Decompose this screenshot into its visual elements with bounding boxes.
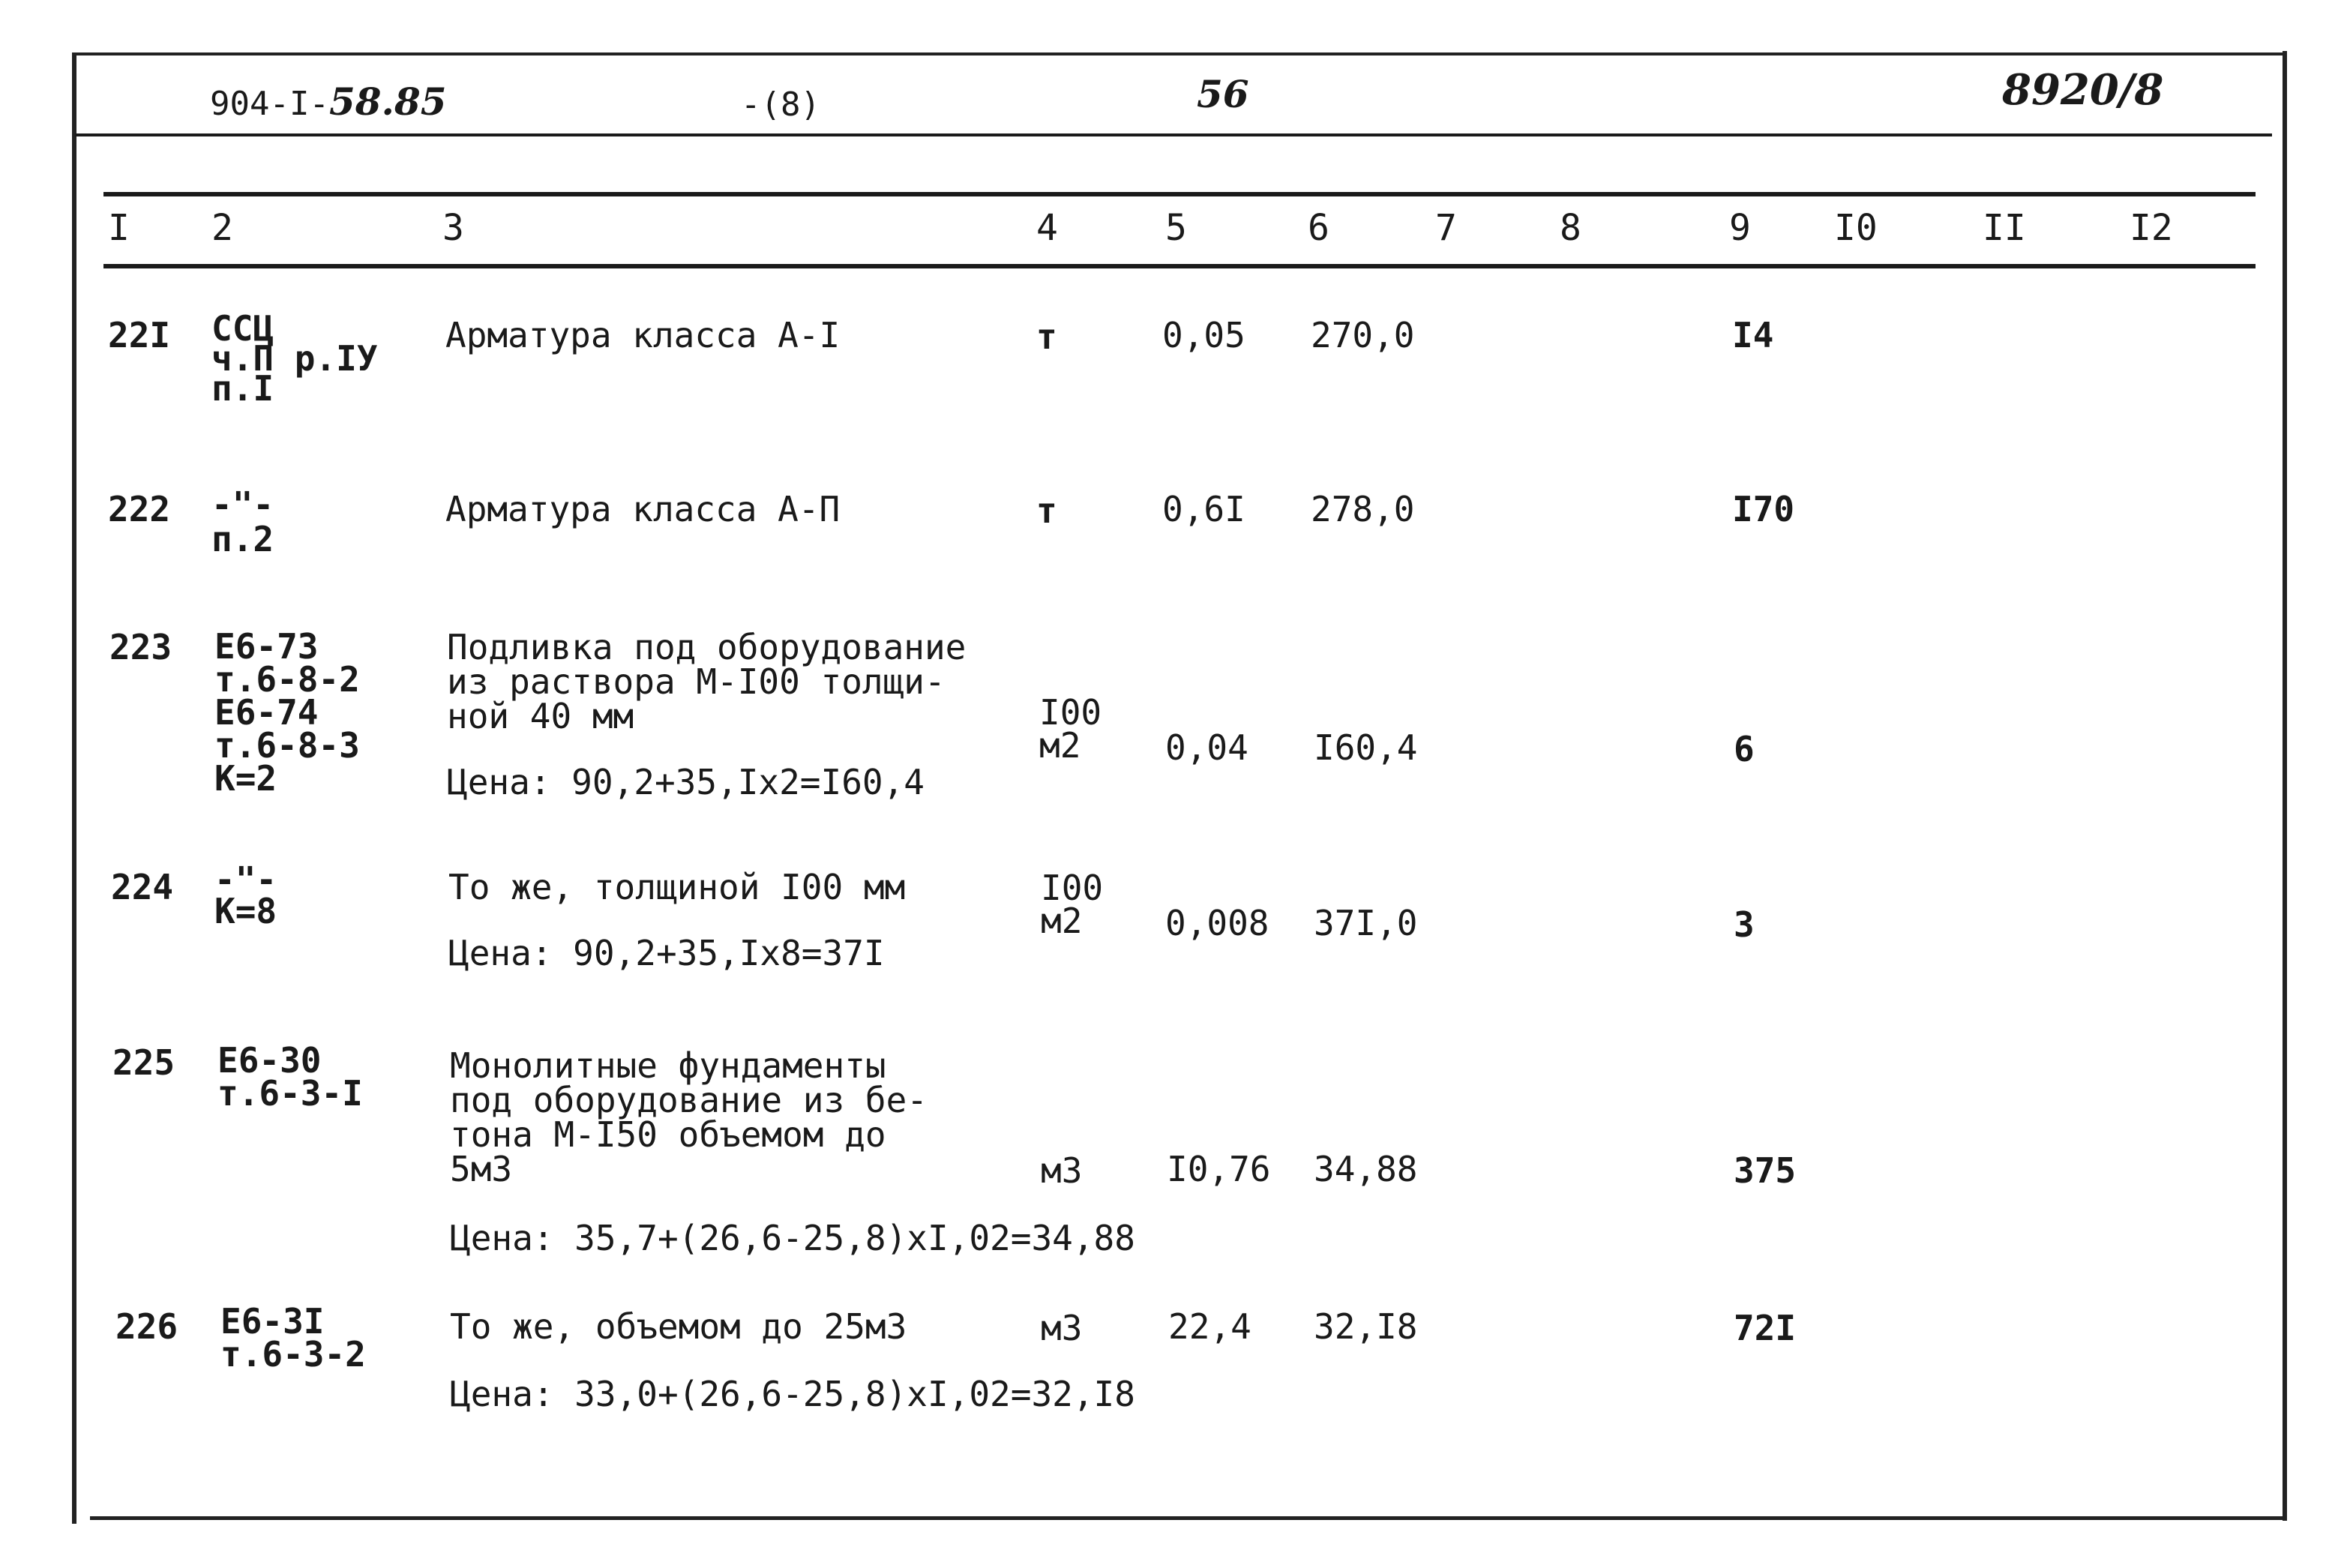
item-description: То же, объемом до 25м3 bbox=[450, 1306, 907, 1347]
frame-right bbox=[2283, 51, 2287, 1521]
price-formula: Цена: 35,7+(26,6-25,8)хI,02=34,88 bbox=[450, 1218, 1135, 1258]
total-cost: I70 bbox=[1732, 489, 1795, 529]
header-bottom-rule bbox=[103, 264, 2256, 268]
column-header: 7 bbox=[1435, 207, 1457, 249]
column-header: 8 bbox=[1560, 207, 1581, 249]
column-header: 6 bbox=[1308, 207, 1329, 249]
total-cost: 375 bbox=[1734, 1150, 1797, 1191]
unit: I00 м2 bbox=[1039, 692, 1102, 766]
column-header: I bbox=[108, 207, 130, 249]
column-header: 9 bbox=[1729, 207, 1751, 249]
row-number: 226 bbox=[115, 1306, 178, 1347]
unit-cost: 32,I8 bbox=[1314, 1306, 1418, 1347]
row-number: 225 bbox=[112, 1042, 175, 1083]
frame-bottom bbox=[90, 1516, 2287, 1520]
price-formula: Цена: 33,0+(26,6-25,8)хI,02=32,I8 bbox=[450, 1374, 1135, 1414]
price-formula: Цена: 90,2+35,Iх2=I60,4 bbox=[447, 762, 925, 802]
norm-reference: -"- К=8 bbox=[214, 859, 277, 931]
unit: т bbox=[1036, 490, 1057, 531]
sheet-code: -(8) bbox=[741, 85, 820, 124]
column-header: 5 bbox=[1165, 207, 1187, 249]
document-code-prefix: 904-I- bbox=[210, 85, 329, 123]
document-code bbox=[210, 79, 447, 124]
item-description: Подливка под оборудование из раствора М-I00 толщи- ной 40 мм bbox=[447, 627, 967, 736]
unit-cost: 270,0 bbox=[1311, 315, 1415, 355]
unit-cost: 34,88 bbox=[1314, 1149, 1418, 1189]
total-cost: 3 bbox=[1734, 904, 1755, 945]
total-cost: 6 bbox=[1734, 729, 1755, 769]
unit: I00 м2 bbox=[1041, 868, 1104, 941]
document-code-suffix: 58.85 bbox=[328, 79, 447, 124]
column-header: 2 bbox=[211, 207, 233, 249]
unit-cost: 278,0 bbox=[1311, 489, 1415, 529]
column-header: 4 bbox=[1036, 207, 1058, 249]
item-description: Арматура класса А-I bbox=[445, 315, 841, 355]
total-cost: I4 bbox=[1732, 315, 1774, 355]
frame-left bbox=[72, 54, 76, 1524]
unit: т bbox=[1036, 316, 1057, 357]
item-description: Монолитные фундаменты под оборудование из бе- тона М-I50 объемом до 5м3 bbox=[450, 1045, 928, 1189]
norm-reference: -"- п.2 bbox=[211, 484, 274, 559]
item-description: То же, толщиной I00 мм bbox=[448, 867, 906, 907]
unit: м3 bbox=[1041, 1308, 1083, 1348]
column-header: II bbox=[1983, 207, 2026, 249]
norm-reference: Е6-73 т.6-8-2 Е6-74 т.6-8-3 К=2 bbox=[214, 626, 360, 799]
row-number: 223 bbox=[109, 627, 172, 667]
header-top-rule bbox=[103, 192, 2256, 196]
column-header: 3 bbox=[442, 207, 464, 249]
norm-reference: Е6-3I т.6-3-2 bbox=[220, 1301, 366, 1375]
price-formula: Цена: 90,2+35,Iх8=37I bbox=[448, 933, 885, 973]
frame-top bbox=[72, 52, 2286, 55]
total-cost: 72I bbox=[1734, 1308, 1797, 1348]
page-number: 56 bbox=[1197, 72, 1249, 116]
unit-cost: I60,4 bbox=[1314, 727, 1418, 768]
quantity: I0,76 bbox=[1167, 1149, 1271, 1189]
unit-cost: 37I,0 bbox=[1314, 903, 1418, 943]
quantity: 0,008 bbox=[1165, 903, 1269, 943]
norm-reference: Е6-30 т.6-3-I bbox=[217, 1040, 363, 1114]
norm-reference: ССЦ ч.П р.IУ п.I bbox=[211, 308, 378, 409]
stamp-rule bbox=[75, 133, 2272, 136]
unit: м3 bbox=[1041, 1150, 1083, 1191]
row-number: 22I bbox=[108, 315, 171, 355]
quantity: 0,6I bbox=[1162, 489, 1245, 529]
quantity: 22,4 bbox=[1168, 1306, 1251, 1347]
row-number: 224 bbox=[111, 867, 174, 907]
quantity: 0,04 bbox=[1165, 727, 1248, 768]
quantity: 0,05 bbox=[1162, 315, 1245, 355]
item-description: Арматура класса А-П bbox=[445, 489, 841, 529]
archive-number: 8920/8 bbox=[2002, 65, 2164, 115]
column-header: I0 bbox=[1834, 207, 1878, 249]
row-number: 222 bbox=[108, 489, 171, 529]
column-header: I2 bbox=[2130, 207, 2173, 249]
